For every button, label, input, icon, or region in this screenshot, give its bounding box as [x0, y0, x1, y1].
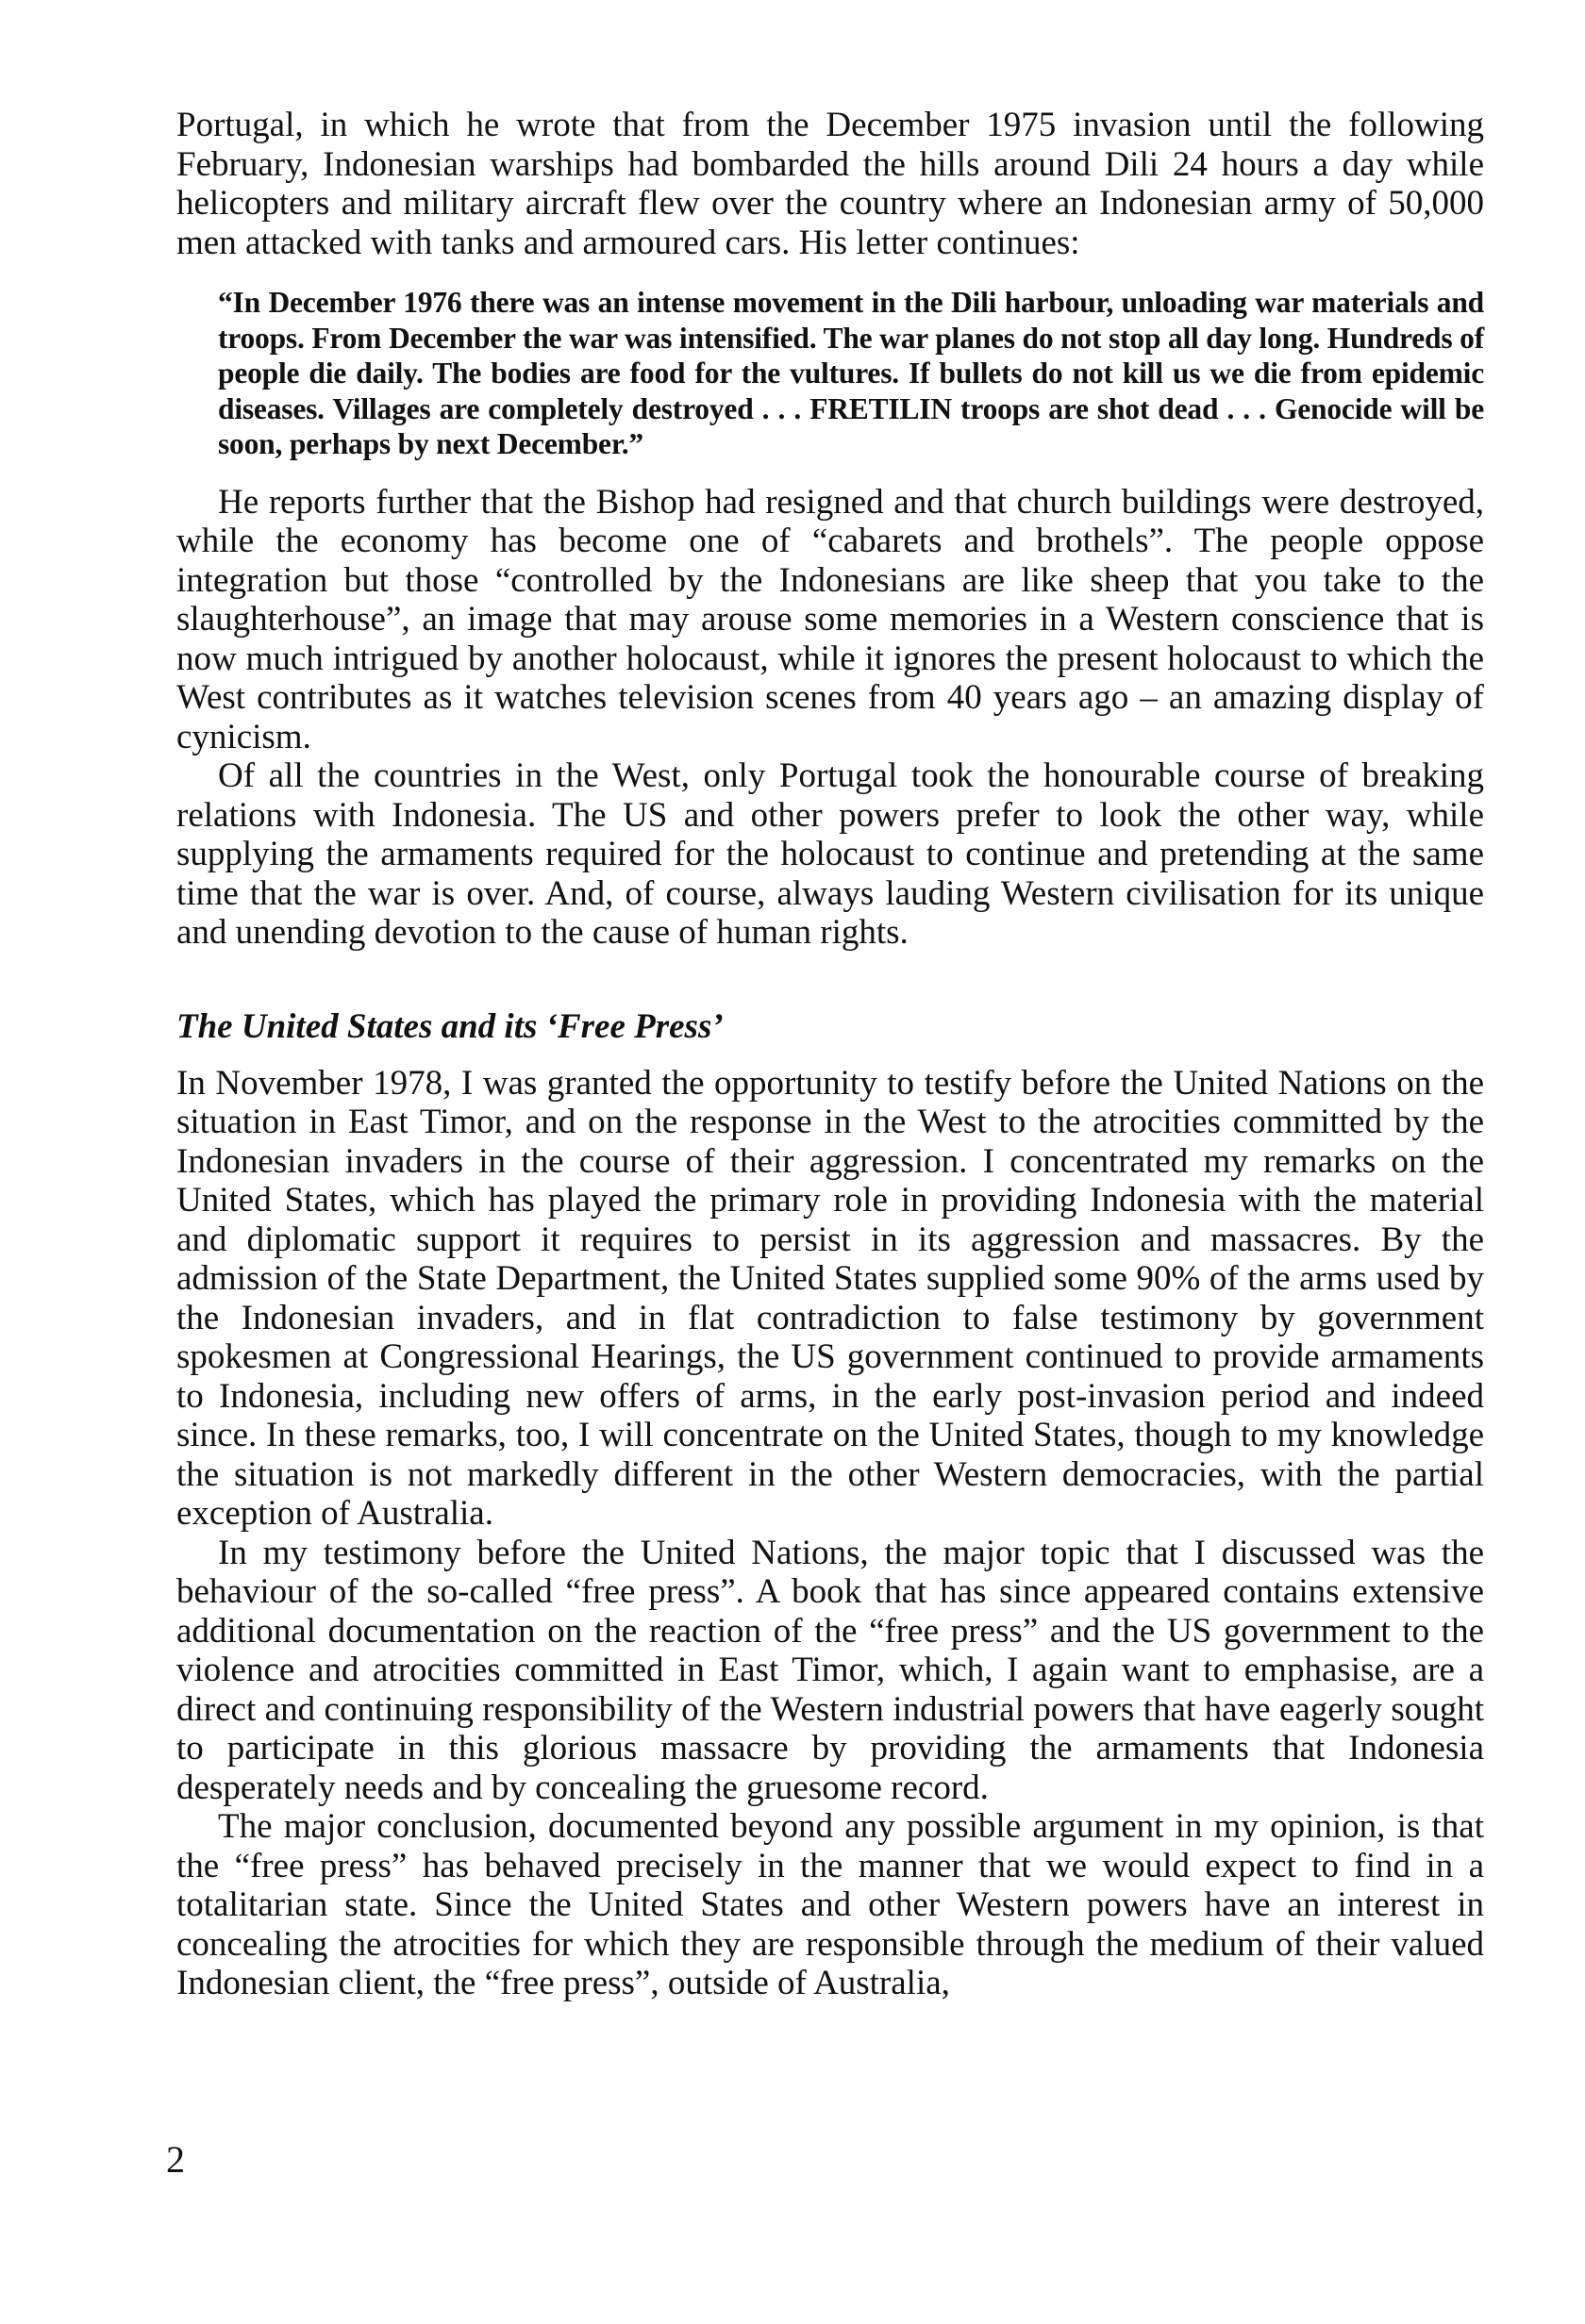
- section-paragraph-conclusion: The major conclusion, documented beyond any possible argument in my opinion, is that the “free press” has behaved precisely in the manner that we would expect to find in a totalitarian state. Since the United States and other Western powers have an interest in concealing the atrocities for which they are responsible through the medium of their valued Indonesian client, the “free press”, outside of Australia,: [176, 1807, 1484, 2002]
- section-paragraph-free-press: In my testimony before the United Nations, the major topic that I discussed was the behaviour of the so-called “free press”. A book that has since appeared contains extensive additional documentation on the reaction of the “free press” and the US government to the violence and atrocities committed in East Timor, which, I again want to emphasise, are a direct and continuing responsibility of the Western industrial powers that have eagerly sought to participate in this glorious massacre by providing the armaments that Indonesia desperately needs and by concealing the gruesome record.: [176, 1533, 1484, 1807]
- section-paragraph-testimony: In November 1978, I was granted the opportunity to testify before the United Nations on the situation in East Timor, and on the response in the West to the atrocities committed by the Indonesian invaders in the course of their aggression. I concentrated my remarks on the United States, which has played the primary role in providing Indonesia with the material and diplomatic support it requires to persist in its aggression and massacres. By the admission of the State Department, the United States supplied some 90% of the arms used by the Indonesian invaders, and in flat contradiction to false testimony by government spokesmen at Congressional Hearings, the US government continued to provide armaments to Indonesia, including new offers of arms, in the early post-invasion period and indeed since. In these remarks, too, I will concentrate on the United States, though to my knowledge the situation is not markedly different in the other Western democracies, with the partial exception of Australia.: [176, 1063, 1484, 1533]
- block-quote: “In December 1976 there was an intense movement in the Dili harbour, unloading war materials and troops. From December the war was intensified. The war planes do not stop all day long. Hundreds of people die daily. The bodies are food for the vultures. If bullets do not kill us we die from epidemic diseases. Villages are completely destroyed . . . FRETILIN troops are shot dead . . . Genocide will be soon, perhaps by next December.”: [218, 286, 1484, 460]
- opening-paragraph: Portugal, in which he wrote that from the December 1975 invasion until the following February, Indonesian warships had bombarded the hills around Dili 24 hours a day while helicopters and military aircraft flew over the country where an Indonesian army of 50,000 men attacked with tanks and armoured cars. His letter continues:: [176, 106, 1484, 262]
- body-paragraph-bishop: He reports further that the Bishop had resigned and that church buildings were destroyed, while the economy has become one of “cabarets and brothels”. The people oppose integration but those “controlled by the Indonesians are like sheep that you take to the slaughterhouse”, an image that may arouse some memories in a Western conscience that is now much intrigued by another holocaust, while it ignores the present holocaust to which the West contributes as it watches television scenes from 40 years ago – an amazing display of cynicism.: [176, 482, 1484, 756]
- text-column: [176, 106, 1484, 2003]
- body-paragraph-portugal: Of all the countries in the West, only Portugal took the honourable course of breaking relations with Indonesia. The US and other powers prefer to look the other way, while supplying the armaments required for the holocaust to continue and pretending at the same time that the war is over. And, of course, always lauding Western civilisation for its unique and unending devotion to the cause of human rights.: [176, 756, 1484, 952]
- page-number: 2: [166, 2138, 185, 2181]
- section-heading: The United States and its ‘Free Press’: [176, 1006, 724, 1046]
